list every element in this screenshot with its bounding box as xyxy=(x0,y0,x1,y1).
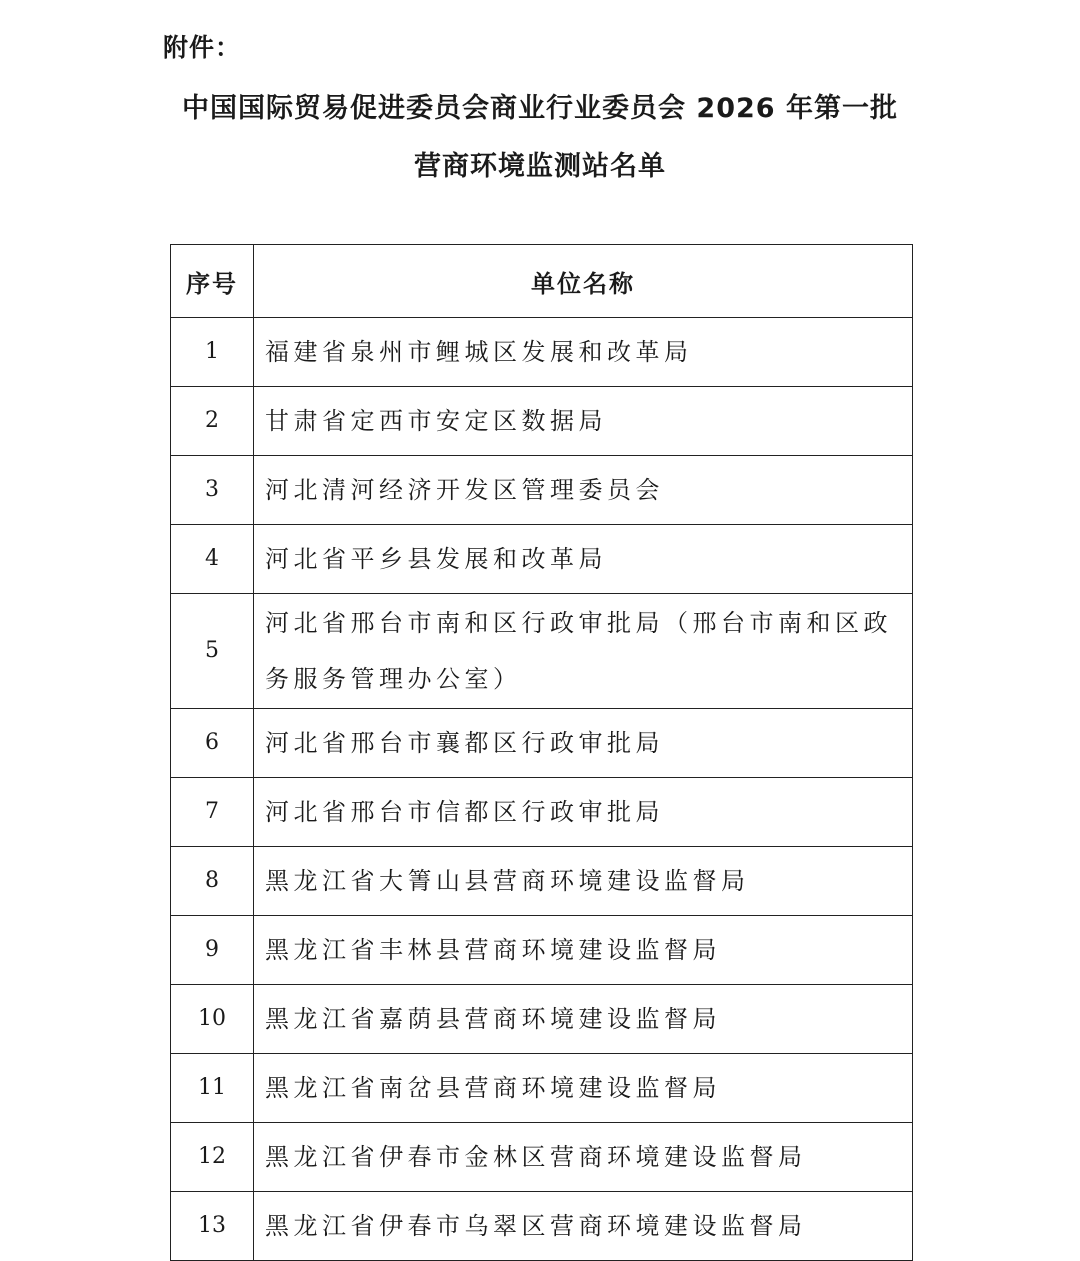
table-row xyxy=(171,916,913,985)
table-row xyxy=(171,1123,913,1192)
document-title-line-2: 营商环境监测站名单 xyxy=(414,151,666,182)
row-number: 2 xyxy=(171,387,254,456)
unit-name: 河北省邢台市南和区行政审批局（邢台市南和区政务服务管理办公室） xyxy=(254,594,913,709)
unit-name: 河北省平乡县发展和改革局 xyxy=(254,525,913,594)
table-row xyxy=(171,847,913,916)
attachment-label: 附件： xyxy=(163,33,242,62)
unit-name: 黑龙江省大箐山县营商环境建设监督局 xyxy=(254,847,913,916)
unit-name: 黑龙江省伊春市乌翠区营商环境建设监督局 xyxy=(254,1192,913,1261)
unit-name: 黑龙江省嘉荫县营商环境建设监督局 xyxy=(254,985,913,1054)
unit-name: 黑龙江省伊春市金林区营商环境建设监督局 xyxy=(254,1123,913,1192)
row-number: 3 xyxy=(171,456,254,525)
table-row xyxy=(171,387,913,456)
column-header-no: 序号 xyxy=(171,245,254,318)
row-number: 7 xyxy=(171,778,254,847)
row-number: 6 xyxy=(171,709,254,778)
table-row xyxy=(171,778,913,847)
table-header-row xyxy=(171,245,913,318)
table-row xyxy=(171,525,913,594)
unit-name: 黑龙江省南岔县营商环境建设监督局 xyxy=(254,1054,913,1123)
column-header-name: 单位名称 xyxy=(254,245,913,318)
unit-name: 河北省邢台市信都区行政审批局 xyxy=(254,778,913,847)
unit-name: 河北清河经济开发区管理委员会 xyxy=(254,456,913,525)
table-row xyxy=(171,985,913,1054)
unit-name: 黑龙江省丰林县营商环境建设监督局 xyxy=(254,916,913,985)
row-number: 5 xyxy=(171,594,254,709)
row-number: 9 xyxy=(171,916,254,985)
table-row xyxy=(171,456,913,525)
unit-name: 甘肃省定西市安定区数据局 xyxy=(254,387,913,456)
row-number: 1 xyxy=(171,318,254,387)
unit-name: 河北省邢台市襄都区行政审批局 xyxy=(254,709,913,778)
table-row xyxy=(171,709,913,778)
row-number: 13 xyxy=(171,1192,254,1261)
row-number: 4 xyxy=(171,525,254,594)
row-number: 12 xyxy=(171,1123,254,1192)
monitoring-station-table xyxy=(170,244,913,1261)
table-row xyxy=(171,1192,913,1261)
row-number: 11 xyxy=(171,1054,254,1123)
table-row xyxy=(171,594,913,709)
table-row xyxy=(171,1054,913,1123)
document-title-line-1: 中国国际贸易促进委员会商业行业委员会 2026 年第一批 xyxy=(182,93,898,124)
unit-name: 福建省泉州市鲤城区发展和改革局 xyxy=(254,318,913,387)
table-row xyxy=(171,318,913,387)
row-number: 8 xyxy=(171,847,254,916)
row-number: 10 xyxy=(171,985,254,1054)
